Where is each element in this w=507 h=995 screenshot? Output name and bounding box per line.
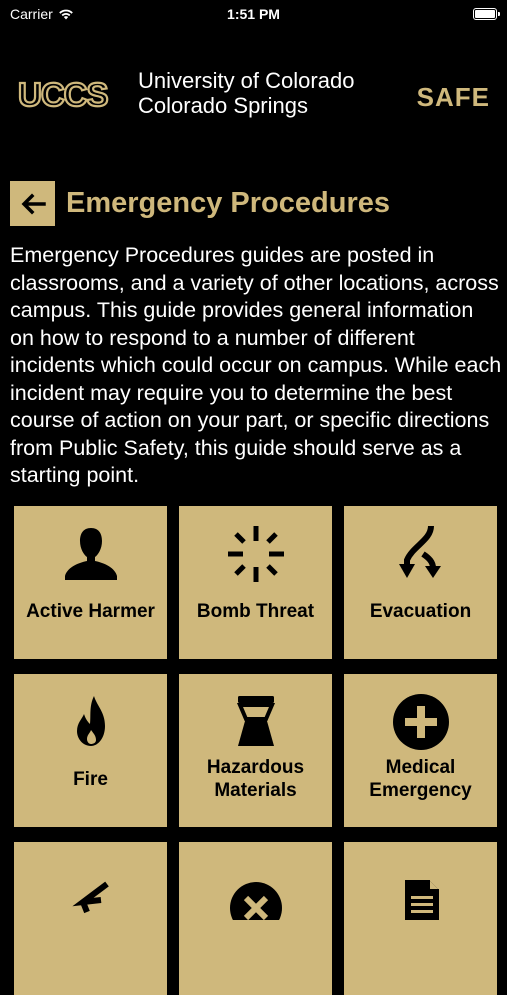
x-circle-icon bbox=[179, 860, 332, 920]
tile-label: Evacuation bbox=[369, 601, 472, 622]
tile-bomb-threat[interactable] bbox=[179, 506, 332, 659]
tile-label bbox=[348, 756, 493, 802]
app-name: SAFE bbox=[416, 82, 490, 112]
app-header bbox=[0, 60, 507, 130]
tile-label: Bomb Threat bbox=[196, 601, 315, 622]
tile-label-line1: Medical bbox=[385, 757, 456, 778]
tile-fire[interactable] bbox=[14, 674, 167, 827]
tile-document[interactable] bbox=[344, 842, 497, 995]
flame-icon bbox=[14, 692, 167, 752]
title-row bbox=[10, 180, 390, 227]
university-name-line1: University of Colorado bbox=[138, 68, 355, 93]
logo-text: UCCS bbox=[18, 78, 108, 110]
document-icon bbox=[344, 860, 497, 920]
tile-label-line2: Emergency bbox=[369, 780, 472, 801]
tile-evacuation[interactable] bbox=[344, 506, 497, 659]
university-name-line2: Colorado Springs bbox=[138, 93, 308, 118]
tile-label bbox=[183, 756, 328, 802]
plus-circle-icon bbox=[344, 692, 497, 752]
hazmat-container-icon bbox=[179, 692, 332, 752]
status-bar bbox=[0, 0, 507, 30]
tile-medical-emergency[interactable] bbox=[344, 674, 497, 827]
person-icon bbox=[14, 524, 167, 584]
battery-icon bbox=[473, 8, 497, 20]
merge-arrows-icon bbox=[344, 524, 497, 584]
back-button[interactable] bbox=[10, 181, 55, 226]
tile-label: Fire bbox=[73, 769, 108, 790]
tile-label: Active Harmer bbox=[26, 601, 155, 622]
tile-label-line2: Materials bbox=[214, 780, 297, 801]
burst-icon bbox=[179, 524, 332, 584]
carrier-label: Carrier bbox=[10, 6, 53, 22]
tile-x-circle[interactable] bbox=[179, 842, 332, 995]
uccs-logo bbox=[18, 78, 128, 110]
tile-arrow[interactable] bbox=[14, 842, 167, 995]
arrow-left-icon bbox=[20, 193, 46, 215]
tile-label-line1: Hazardous bbox=[206, 757, 305, 778]
tile-hazardous-materials[interactable] bbox=[179, 674, 332, 827]
university-name bbox=[138, 68, 354, 118]
status-time: 1:51 PM bbox=[227, 6, 280, 22]
page-title: Emergency Procedures bbox=[66, 187, 390, 219]
page-description: Emergency Procedures guides are posted in classrooms, and a variety of other locations, across campus. This guide provides general information on how to respond to a number of different incidents which could occur on campus. While each incident may require you to determine the best course of action on your part, or specific directions from Public Safety, this guide should serve as a starting point. bbox=[10, 243, 502, 487]
arrow-icon bbox=[14, 860, 167, 920]
tile-active-harmer[interactable] bbox=[14, 506, 167, 659]
